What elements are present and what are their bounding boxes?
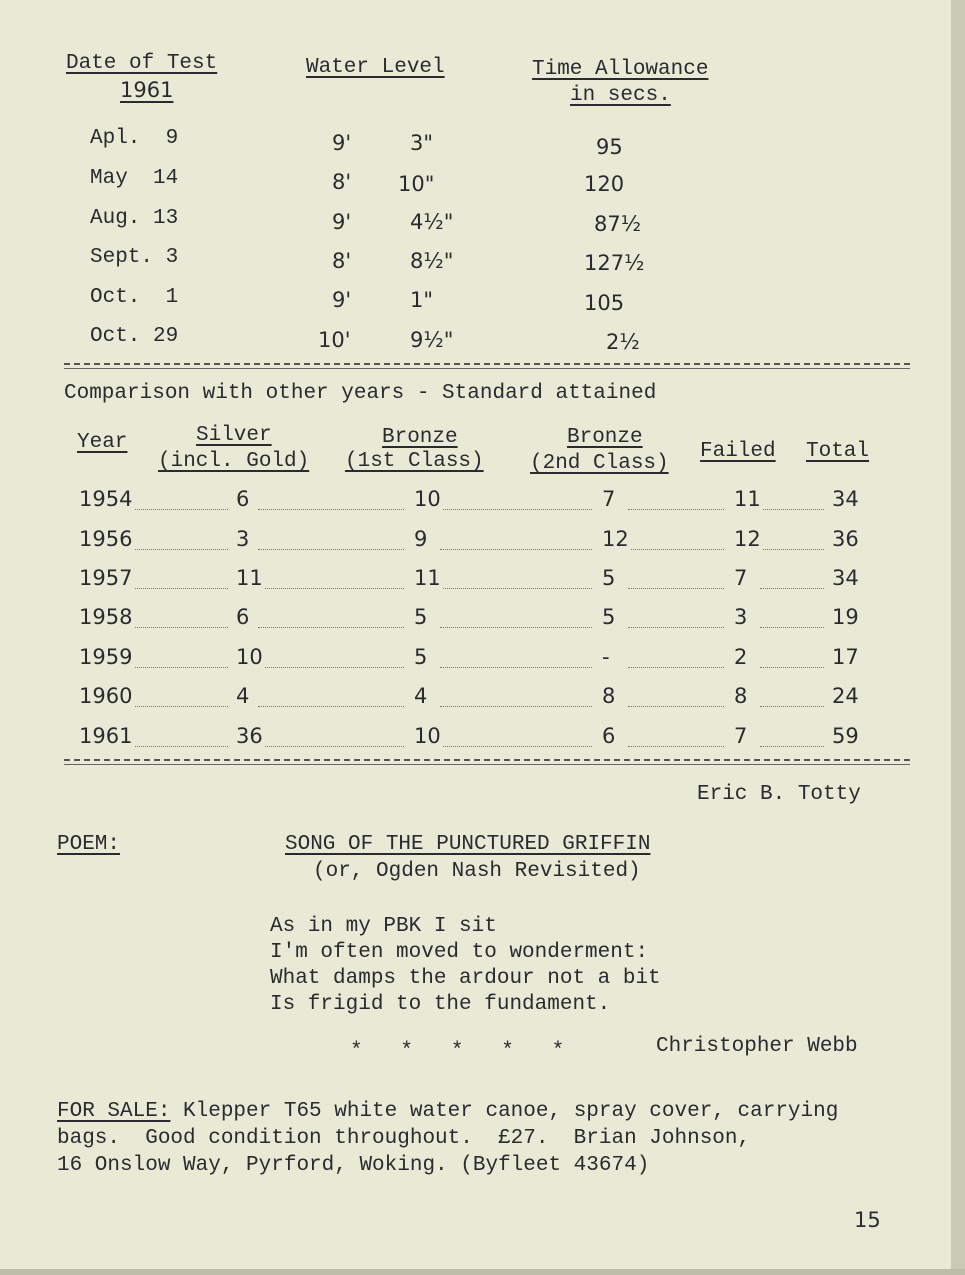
leader-dots [130, 667, 228, 668]
leader-dots [628, 667, 724, 668]
comp-total: 36 [832, 527, 859, 551]
header-water-level: Water Level [306, 56, 445, 79]
test-date: Apl. 9 [90, 127, 179, 150]
leader-dots [628, 627, 724, 628]
header-2nd-class: (2nd Class) [530, 452, 669, 475]
leader-dots [440, 549, 592, 550]
poem-line: I'm often moved to wonderment: [270, 941, 649, 964]
test-feet: 8' [332, 170, 352, 194]
test-date: Oct. 1 [90, 286, 179, 309]
comp-year: 1956 [79, 527, 133, 551]
test-inches: 9½" [410, 328, 454, 352]
comp-bronze-1st: 4 [414, 684, 428, 708]
comp-year: 1961 [79, 724, 133, 748]
test-date: Aug. 13 [90, 207, 179, 230]
test-inches: 10" [398, 172, 435, 196]
comp-bronze-2nd: 12 [602, 527, 629, 551]
leader-dots [130, 509, 228, 510]
header-date-of-test: Date of Test [66, 52, 218, 75]
test-feet: 9' [332, 288, 352, 312]
comp-silver: 10 [236, 645, 263, 669]
separator-stars: * * * * * [350, 1040, 565, 1063]
leader-dots [760, 667, 824, 668]
test-inches: 3" [410, 131, 434, 155]
comp-bronze-1st: 11 [414, 566, 441, 590]
comp-total: 34 [832, 487, 859, 511]
comp-total: 59 [832, 724, 859, 748]
header-total: Total [806, 440, 870, 463]
leader-dots [760, 549, 824, 550]
leader-dots [440, 588, 592, 589]
page-bottom-edge [0, 1269, 965, 1275]
leader-dots [130, 627, 228, 628]
comp-silver: 6 [236, 605, 250, 629]
divider-line [64, 759, 910, 761]
page-edge-shadow [951, 0, 965, 1275]
comp-bronze-2nd: 7 [602, 487, 616, 511]
leader-dots [130, 549, 228, 550]
header-failed: Failed [700, 440, 776, 463]
comp-silver: 4 [236, 684, 250, 708]
comp-failed: 7 [734, 724, 748, 748]
leader-dots [628, 706, 724, 707]
comp-failed: 11 [734, 487, 761, 511]
leader-dots [628, 509, 724, 510]
leader-dots [628, 588, 724, 589]
test-secs: 2½ [606, 330, 640, 354]
poem-label: POEM: [57, 833, 121, 856]
comp-total: 19 [832, 605, 859, 629]
leader-dots [628, 549, 724, 550]
test-secs: 120 [584, 172, 625, 196]
comp-year: 1958 [79, 605, 133, 629]
comp-failed: 8 [734, 684, 748, 708]
page-number: 15 [854, 1208, 881, 1232]
for-sale-line-3: 16 Onslow Way, Pyrford, Woking. (Byfleet 43674) [57, 1154, 650, 1177]
test-date: May 14 [90, 167, 179, 190]
comp-total: 24 [832, 684, 859, 708]
test-secs: 95 [596, 135, 623, 159]
divider-line [64, 368, 910, 369]
comp-bronze-2nd: 5 [602, 566, 616, 590]
leader-dots [440, 627, 592, 628]
header-year-1961: 1961 [120, 78, 174, 102]
header-1st-class: (1st Class) [345, 450, 484, 473]
divider-line [64, 363, 910, 365]
leader-dots [258, 746, 404, 747]
comp-silver: 11 [236, 566, 263, 590]
header-bronze-1: Bronze [382, 426, 458, 449]
test-feet: 9' [332, 131, 352, 155]
test-feet: 8' [332, 249, 352, 273]
comp-silver: 6 [236, 487, 250, 511]
comp-year: 1954 [79, 487, 133, 511]
header-silver: Silver [196, 424, 272, 447]
comp-year: 1960 [79, 684, 133, 708]
divider-line [64, 764, 910, 765]
comp-bronze-2nd: - [602, 645, 610, 669]
header-in-secs: in secs. [570, 84, 671, 107]
comp-bronze-2nd: 6 [602, 724, 616, 748]
comp-bronze-2nd: 5 [602, 605, 616, 629]
poem-line: Is frigid to the fundament. [270, 993, 611, 1016]
comp-bronze-2nd: 8 [602, 684, 616, 708]
test-inches: 8½" [410, 249, 454, 273]
leader-dots [258, 627, 404, 628]
poem-line: As in my PBK I sit [270, 915, 497, 938]
header-time-allowance: Time Allowance [532, 58, 709, 81]
comp-failed: 3 [734, 605, 748, 629]
comp-failed: 2 [734, 645, 748, 669]
comp-bronze-1st: 9 [414, 527, 428, 551]
test-secs: 87½ [594, 212, 642, 236]
leader-dots [440, 746, 592, 747]
leader-dots [760, 627, 824, 628]
leader-dots [258, 549, 404, 550]
comp-bronze-1st: 10 [414, 487, 441, 511]
comp-bronze-1st: 5 [414, 605, 428, 629]
test-secs: 127½ [584, 251, 645, 275]
for-sale-label: FOR SALE: [57, 1100, 171, 1123]
comp-failed: 7 [734, 566, 748, 590]
comp-year: 1957 [79, 566, 133, 590]
comp-bronze-1st: 10 [414, 724, 441, 748]
test-inches: 4½" [410, 210, 454, 234]
leader-dots [760, 706, 824, 707]
comp-total: 34 [832, 566, 859, 590]
comp-bronze-1st: 5 [414, 645, 428, 669]
leader-dots [760, 509, 824, 510]
leader-dots [258, 706, 404, 707]
leader-dots [628, 746, 724, 747]
leader-dots [440, 509, 592, 510]
leader-dots [440, 667, 592, 668]
comp-silver: 36 [236, 724, 263, 748]
comp-failed: 12 [734, 527, 761, 551]
header-bronze-2: Bronze [567, 426, 643, 449]
leader-dots [130, 706, 228, 707]
for-sale-text: Klepper T65 white water canoe, spray cover, carrying [170, 1100, 839, 1123]
comp-silver: 3 [236, 527, 250, 551]
poem-subtitle: (or, Ogden Nash Revisited) [313, 860, 641, 883]
comp-total: 17 [832, 645, 859, 669]
test-inches: 1" [410, 288, 434, 312]
comparison-author: Eric B. Totty [697, 783, 861, 806]
leader-dots [258, 588, 404, 589]
test-feet: 9' [332, 210, 352, 234]
leader-dots [258, 509, 404, 510]
comparison-title: Comparison with other years - Standard attained [64, 382, 657, 405]
leader-dots [760, 746, 824, 747]
test-date: Sept. 3 [90, 246, 179, 269]
for-sale-line-2: bags. Good condition throughout. £27. Brian Johnson, [57, 1127, 751, 1150]
leader-dots [130, 746, 228, 747]
poem-author: Christopher Webb [656, 1035, 858, 1058]
header-year: Year [77, 431, 128, 454]
poem-title: SONG OF THE PUNCTURED GRIFFIN [285, 833, 651, 856]
leader-dots [130, 588, 228, 589]
test-date: Oct. 29 [90, 325, 179, 348]
test-feet: 10' [318, 328, 351, 352]
for-sale-line-1 [57, 1100, 838, 1123]
leader-dots [760, 588, 824, 589]
leader-dots [258, 667, 404, 668]
header-incl-gold: (incl. Gold) [158, 450, 310, 473]
poem-line: What damps the ardour not a bit [270, 967, 661, 990]
comp-year: 1959 [79, 645, 133, 669]
leader-dots [440, 706, 592, 707]
test-secs: 105 [584, 291, 625, 315]
